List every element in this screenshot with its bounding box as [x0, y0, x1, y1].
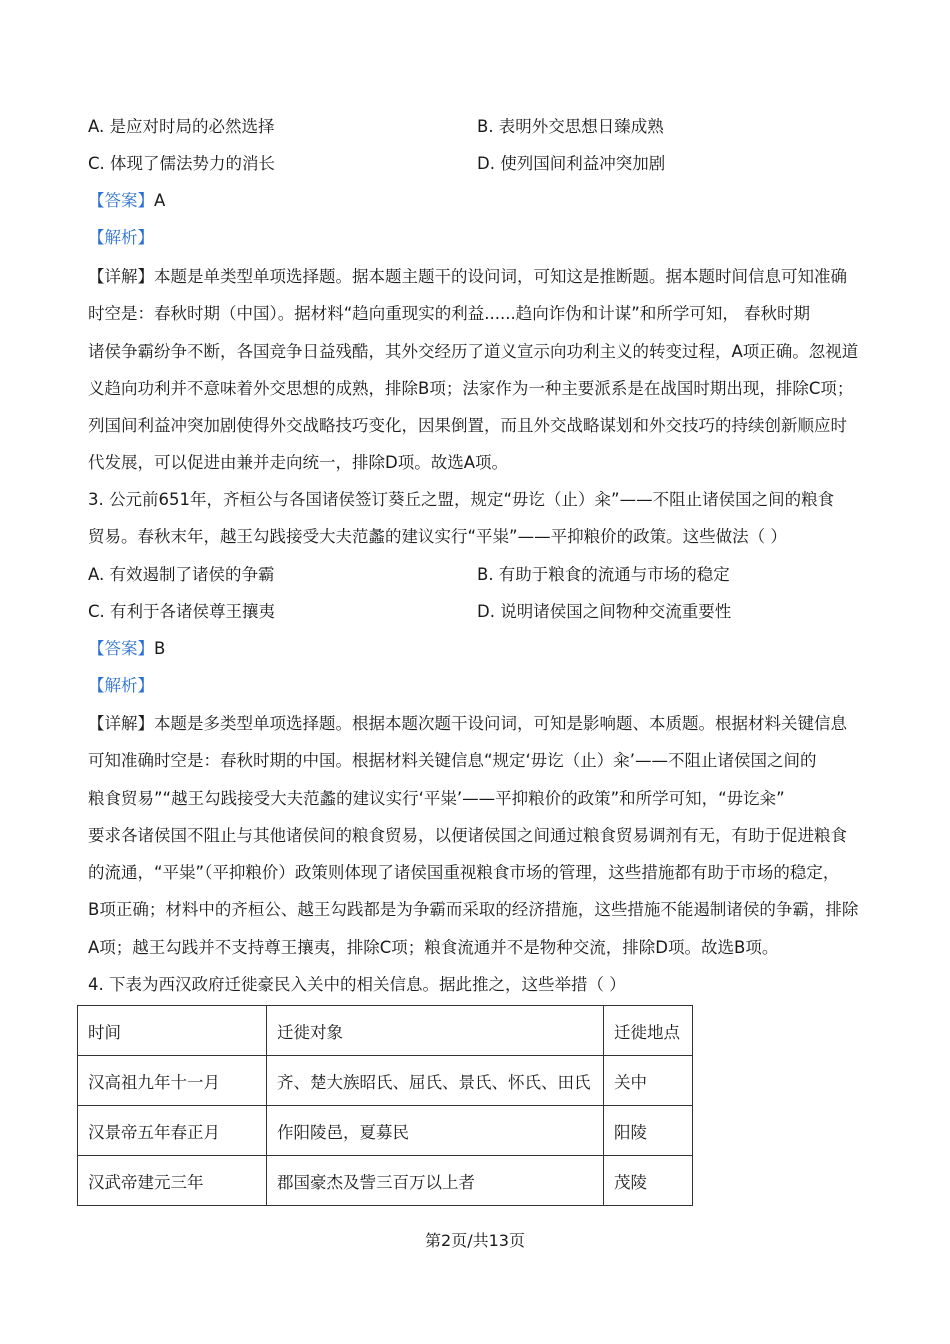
q3-analysis-tag: 【解析】: [88, 676, 154, 695]
table-row: [78, 1056, 693, 1106]
table-header-cell: 迁徙对象: [267, 1006, 604, 1056]
q2-detail-line: 代发展，可以促进由兼并走向统一，排除D项。故选A项。: [88, 453, 508, 473]
q2-detail-line: 【详解】本题是单类型单项选择题。据本题主题干的设问词，可知这是推断题。据本题时间信息可知准确: [88, 267, 847, 286]
q3-detail-line: B项正确；材料中的齐桓公、越王勾践都是为争霸而采取的经济措施，这些措施不能遏制诸侯的争霸，排除: [88, 900, 859, 920]
q3-detail-line: 的流通，“平粜”（平抑粮价）政策则体现了诸侯国重视粮食市场的管理，这些措施都有助于市场的稳定，: [88, 863, 840, 883]
q4-stem: 4. 下表为西汉政府迁徙豪民入关中的相关信息。据此推之，这些举措（ ）: [88, 975, 626, 994]
q3-stem-line: 贸易。春秋末年，越王勾践接受大夫范蠡的建议实行“平粜”——平抑粮价的政策。这些做法（ ）: [88, 527, 787, 547]
q3-detail-line: 可知准确时空是：春秋时期的中国。根据材料关键信息“规定‘毋讫（止）籴’——不阻止诸侯国之间的: [88, 751, 817, 771]
q3-option-a: A. 有效遏制了诸侯的争霸: [88, 565, 275, 584]
q2-detail-line: 诸侯争霸纷争不断，各国竞争日益残酷，其外交经历了道义宣示向功利主义的转变过程，A项正确。忽视道: [88, 341, 859, 361]
q2-detail: [88, 258, 864, 482]
q2-detail-line: 时空是：春秋时期（中国）。据材料“趋向重现实的利益......趋向诈伪和计谋”和所学可知， 春秋时期: [88, 304, 811, 324]
table-cell: 汉高祖九年十一月: [78, 1056, 267, 1106]
q2-option-a: A. 是应对时局的必然选择: [88, 117, 275, 136]
answer-tag: 【答案】: [88, 639, 154, 658]
q3-detail: [88, 705, 864, 966]
answer-value: B: [154, 639, 166, 658]
table-cell: 阳陵: [604, 1106, 693, 1156]
q2-detail-line: 义趋向功利并不意味着外交思想的成熟，排除B项；法家作为一种主要派系是在战国时期出现，排除C项；: [88, 378, 854, 398]
q2-answer: [88, 190, 165, 212]
q3-stem: [88, 481, 864, 556]
table-header-cell: 时间: [78, 1006, 267, 1056]
q2-option-d: D. 使列国间利益冲突加剧: [477, 154, 666, 173]
q3-option-c: C. 有利于各诸侯尊王攘夷: [88, 602, 276, 621]
table-row: [78, 1106, 693, 1156]
page-footer: 第2页/共13页: [425, 1231, 525, 1250]
q3-answer: [88, 638, 165, 660]
q2-option-b: B. 表明外交思想日臻成熟: [477, 117, 664, 136]
table-cell: 汉武帝建元三年: [78, 1156, 267, 1206]
table-cell: 汉景帝五年春正月: [78, 1106, 267, 1156]
q3-option-d: D. 说明诸侯国之间物种交流重要性: [477, 602, 732, 621]
q3-detail-line: 【详解】本题是多类型单项选择题。根据本题次题干设问词，可知是影响题、本质题。根据材料关键信息: [88, 714, 847, 733]
q2-analysis-tag: 【解析】: [88, 228, 154, 247]
table-cell: 作阳陵邑，夏募民: [267, 1106, 604, 1156]
table-row: [78, 1156, 693, 1206]
table-cell: 齐、楚大族昭氏、屈氏、景氏、怀氏、田氏: [267, 1056, 604, 1106]
table-header-cell: 迁徙地点: [604, 1006, 693, 1056]
migration-table: [77, 1005, 693, 1206]
table-header-row: [78, 1006, 693, 1056]
q3-stem-line: 3. 公元前651年，齐桓公与各国诸侯签订葵丘之盟，规定“毋讫（止）籴”——不阻止诸侯国之间的粮食: [88, 490, 835, 509]
answer-tag: 【答案】: [88, 191, 154, 210]
q3-detail-line: 要求各诸侯国不阻止与其他诸侯间的粮食贸易，以便诸侯国之间通过粮食贸易调剂有无，有助于促进粮食: [88, 825, 847, 845]
table-cell: 郡国豪杰及訾三百万以上者: [267, 1156, 604, 1206]
q2-detail-line: 列国间利益冲突加剧使得外交战略技巧变化，因果倒置，而且外交战略谋划和外交技巧的持续创新顺应时: [88, 416, 847, 436]
q3-option-b: B. 有助于粮食的流通与市场的稳定: [477, 565, 730, 584]
table-cell: 关中: [604, 1056, 693, 1106]
q3-detail-line: 粮食贸易”“越王勾践接受大夫范蠡的建议实行‘平粜’——平抑粮价的政策”和所学可知，“毋讫籴”: [88, 788, 785, 808]
answer-value: A: [154, 191, 166, 210]
table-cell: 茂陵: [604, 1156, 693, 1206]
q2-option-c: C. 体现了儒法势力的消长: [88, 154, 276, 173]
q3-detail-line: A项；越王勾践并不支持尊王攘夷，排除C项；粮食流通并不是物种交流，排除D项。故选B项。: [88, 937, 779, 957]
